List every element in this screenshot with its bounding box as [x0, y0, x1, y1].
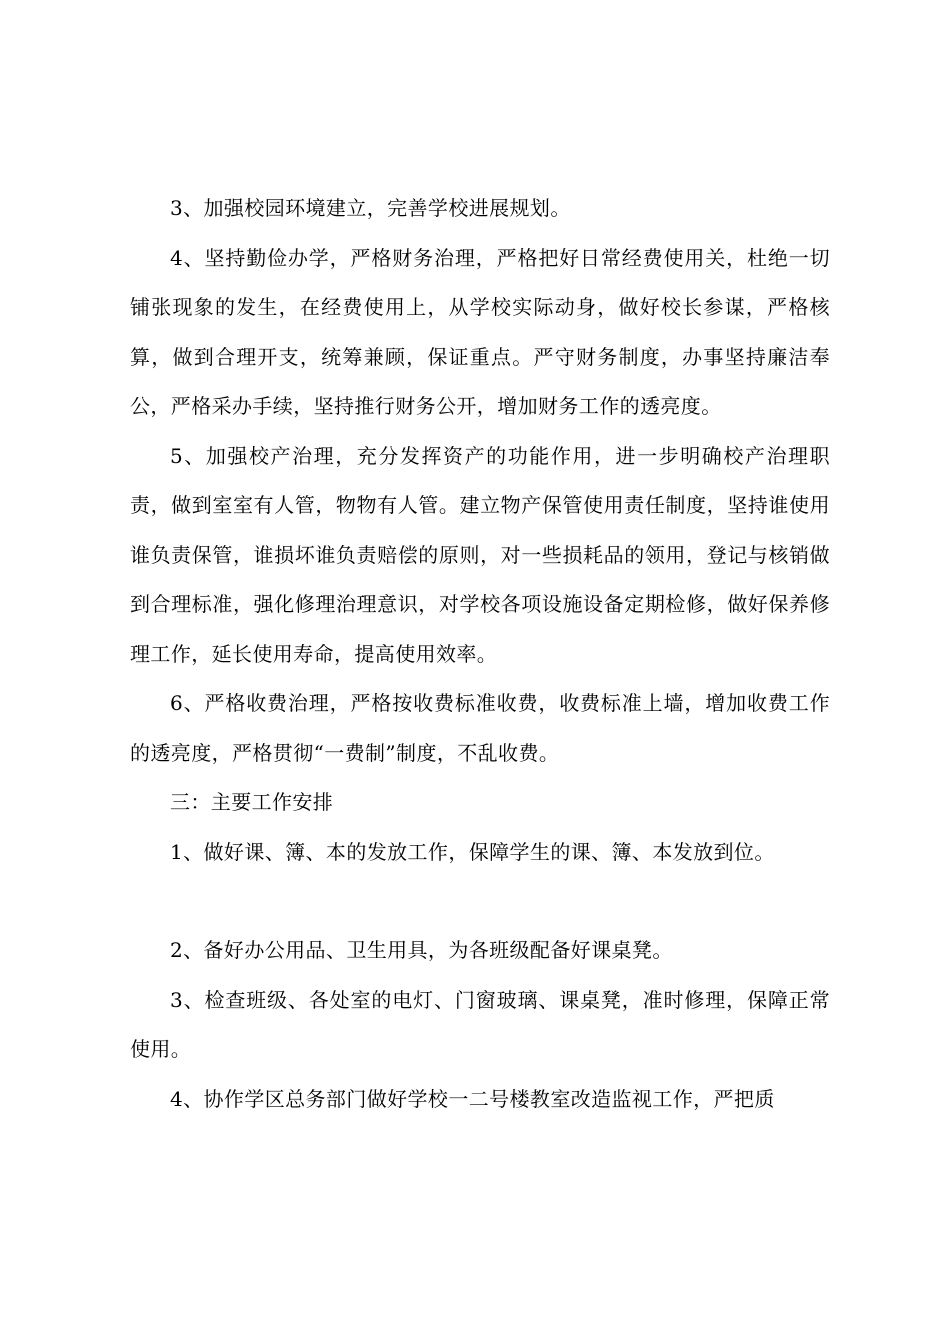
paragraph-renovation-supervision: 4、协作学区总务部门做好学校一二号楼教室改造监视工作，严把质: [170, 1086, 775, 1111]
paragraph-facility-inspection: 3、检查班级、各处室的电灯、门窗玻璃、课桌凳，准时修理，保障正常使用。: [130, 987, 830, 1061]
section-heading-work-arrangement: 三：主要工作安排: [170, 790, 334, 814]
paragraph-office-supplies: 2、备好办公用品、卫生用具，为各班级配备好课桌凳。: [170, 938, 673, 962]
paragraph-campus-environment: 3、加强校园环境建立，完善学校进展规划。: [170, 196, 571, 220]
blank-line: [130, 877, 830, 926]
document-body: [130, 184, 830, 1124]
paragraph-finance-management: 4、坚持勤俭办学，严格财务治理，严格把好日常经费使用关，杜绝一切铺张现象的发生，在经费使用上，从学校实际动身，做好校长参谋，严格核算，做到合理开支，统筹兼顾，保证重点。严守财务制度，办事坚持廉洁奉公，严格采办手续，坚持推行财务公开，增加财务工作的透亮度。: [130, 245, 830, 418]
paragraph-textbook-distribution: 1、做好课、簿、本的发放工作，保障学生的课、簿、本发放到位。: [170, 839, 775, 864]
paragraph-asset-management: 5、加强校产治理，充分发挥资产的功能作用，进一步明确校产治理职责，做到室室有人管，物物有人管。建立物产保管使用责任制度，坚持谁使用谁负责保管，谁损坏谁负责赔偿的原则，对一些损耗品的领用，登记与核销做到合理标准，强化修理治理意识，对学校各项设施设备定期检修，做好保养修理工作，延长使用寿命，提高使用效率。: [130, 443, 830, 666]
paragraph-fee-management: 6、严格收费治理，严格按收费标准收费，收费标准上墙，增加收费工作的透亮度，严格贯彻“一费制”制度，不乱收费。: [130, 691, 830, 765]
